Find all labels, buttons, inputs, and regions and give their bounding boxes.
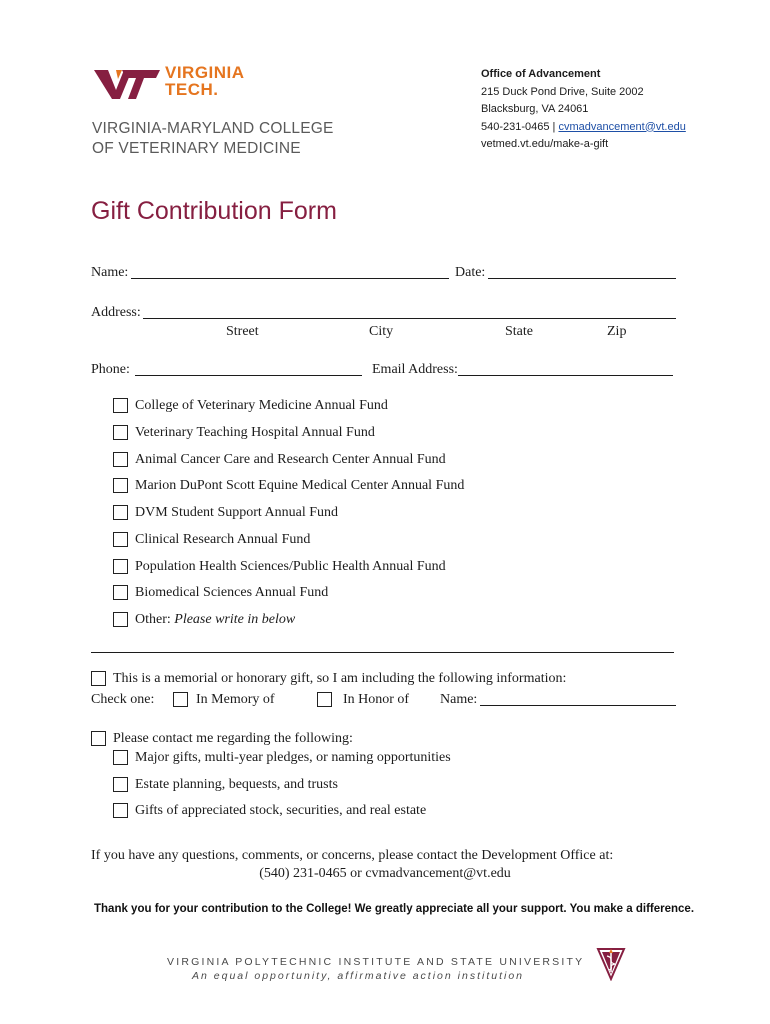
other-fund-label xyxy=(135,612,295,628)
fund-label: Population Health Sciences/Public Health Annual Fund xyxy=(135,559,446,574)
eeo-statement: An equal opportunity, affirmative action institution xyxy=(192,970,525,982)
address-field[interactable] xyxy=(143,318,676,319)
vet-caduceus-seal-icon xyxy=(596,947,626,981)
date-label: Date: xyxy=(455,265,486,280)
in-honor-checkbox[interactable] xyxy=(317,692,332,707)
fund-checkbox[interactable] xyxy=(113,532,128,547)
brand-wordmark xyxy=(165,64,245,98)
other-write-in-field[interactable] xyxy=(91,652,674,653)
name-field[interactable] xyxy=(131,278,449,279)
honoree-name-label: Name: xyxy=(440,692,478,707)
memorial-gift-label: This is a memorial or honorary gift, so I am including the following information: xyxy=(113,671,567,686)
office-phone-email xyxy=(481,119,686,137)
contact-option-label: Major gifts, multi-year pledges, or naming opportunities xyxy=(135,750,451,765)
phone-field[interactable] xyxy=(135,375,362,376)
zip-label: Zip xyxy=(607,324,627,339)
fund-label: Animal Cancer Care and Research Center Annual Fund xyxy=(135,452,446,467)
contact-me-label: Please contact me regarding the following: xyxy=(113,731,353,746)
other-label: Other: xyxy=(135,612,171,627)
contact-option-checkbox[interactable] xyxy=(113,777,128,792)
date-field[interactable] xyxy=(488,278,676,279)
phone-label: Phone: xyxy=(91,362,130,377)
contact-option-checkbox[interactable] xyxy=(113,803,128,818)
fund-checkbox[interactable] xyxy=(113,425,128,440)
fund-label: Marion DuPont Scott Equine Medical Center Annual Fund xyxy=(135,478,465,493)
office-address-1: 215 Duck Pond Drive, Suite 2002 xyxy=(481,85,644,98)
in-honor-label: In Honor of xyxy=(343,692,410,707)
street-label: Street xyxy=(226,324,259,339)
office-title: Office of Advancement xyxy=(481,68,601,80)
state-label: State xyxy=(505,324,533,339)
questions-contact: (540) 231-0465 or cvmadvancement@vt.edu xyxy=(259,866,511,881)
fund-checkbox[interactable] xyxy=(113,559,128,574)
contact-me-checkbox[interactable] xyxy=(91,731,106,746)
fund-label: Veterinary Teaching Hospital Annual Fund xyxy=(135,425,375,440)
address-label: Address: xyxy=(91,305,141,320)
office-contact-block xyxy=(481,66,686,154)
college-name xyxy=(92,119,334,159)
contact-option-checkbox[interactable] xyxy=(113,750,128,765)
other-hint: Please write in below xyxy=(174,612,296,627)
fund-checkbox[interactable] xyxy=(113,398,128,413)
fund-checkbox[interactable] xyxy=(113,505,128,520)
check-one-label: Check one: xyxy=(91,692,155,707)
brand-line-2: TECH. xyxy=(165,80,219,99)
in-memory-label: In Memory of xyxy=(196,692,275,707)
questions-text: If you have any questions, comments, or concerns, please contact the Development Office at: xyxy=(91,848,614,863)
fund-label: Biomedical Sciences Annual Fund xyxy=(135,585,329,600)
in-memory-checkbox[interactable] xyxy=(173,692,188,707)
contact-option-label: Estate planning, bequests, and trusts xyxy=(135,777,338,792)
city-label: City xyxy=(369,324,394,339)
fund-checkbox[interactable] xyxy=(113,585,128,600)
vt-logo-icon xyxy=(92,66,162,102)
office-email-link[interactable]: cvmadvancement@vt.edu xyxy=(558,120,686,133)
office-address-2: Blacksburg, VA 24061 xyxy=(481,103,589,115)
fund-label: College of Veterinary Medicine Annual Fund xyxy=(135,398,388,413)
form-title: Gift Contribution Form xyxy=(91,197,337,225)
fund-label: Clinical Research Annual Fund xyxy=(135,532,311,547)
office-phone: 540-231-0465 | xyxy=(481,120,556,133)
contact-option-label: Gifts of appreciated stock, securities, and real estate xyxy=(135,803,427,818)
fund-checkbox[interactable] xyxy=(113,478,128,493)
honoree-name-field[interactable] xyxy=(480,705,676,706)
other-fund-checkbox[interactable] xyxy=(113,612,128,627)
email-field[interactable] xyxy=(458,375,673,376)
office-website[interactable]: vetmed.vt.edu/make-a-gift xyxy=(481,138,609,150)
college-line-1: VIRGINIA-MARYLAND COLLEGE xyxy=(92,120,334,137)
fund-label: DVM Student Support Annual Fund xyxy=(135,505,339,520)
name-label: Name: xyxy=(91,265,129,280)
thank-you-message: Thank you for your contribution to the College! We greatly appreciate all your support. You make a difference. xyxy=(94,903,695,915)
memorial-gift-checkbox[interactable] xyxy=(91,671,106,686)
university-name: VIRGINIA POLYTECHNIC INSTITUTE AND STATE UNIVERSITY xyxy=(167,956,585,968)
email-label: Email Address: xyxy=(372,362,458,377)
fund-checkbox[interactable] xyxy=(113,452,128,467)
college-line-2: OF VETERINARY MEDICINE xyxy=(92,140,301,157)
brand-line-1: VIRGINIA xyxy=(165,63,245,82)
